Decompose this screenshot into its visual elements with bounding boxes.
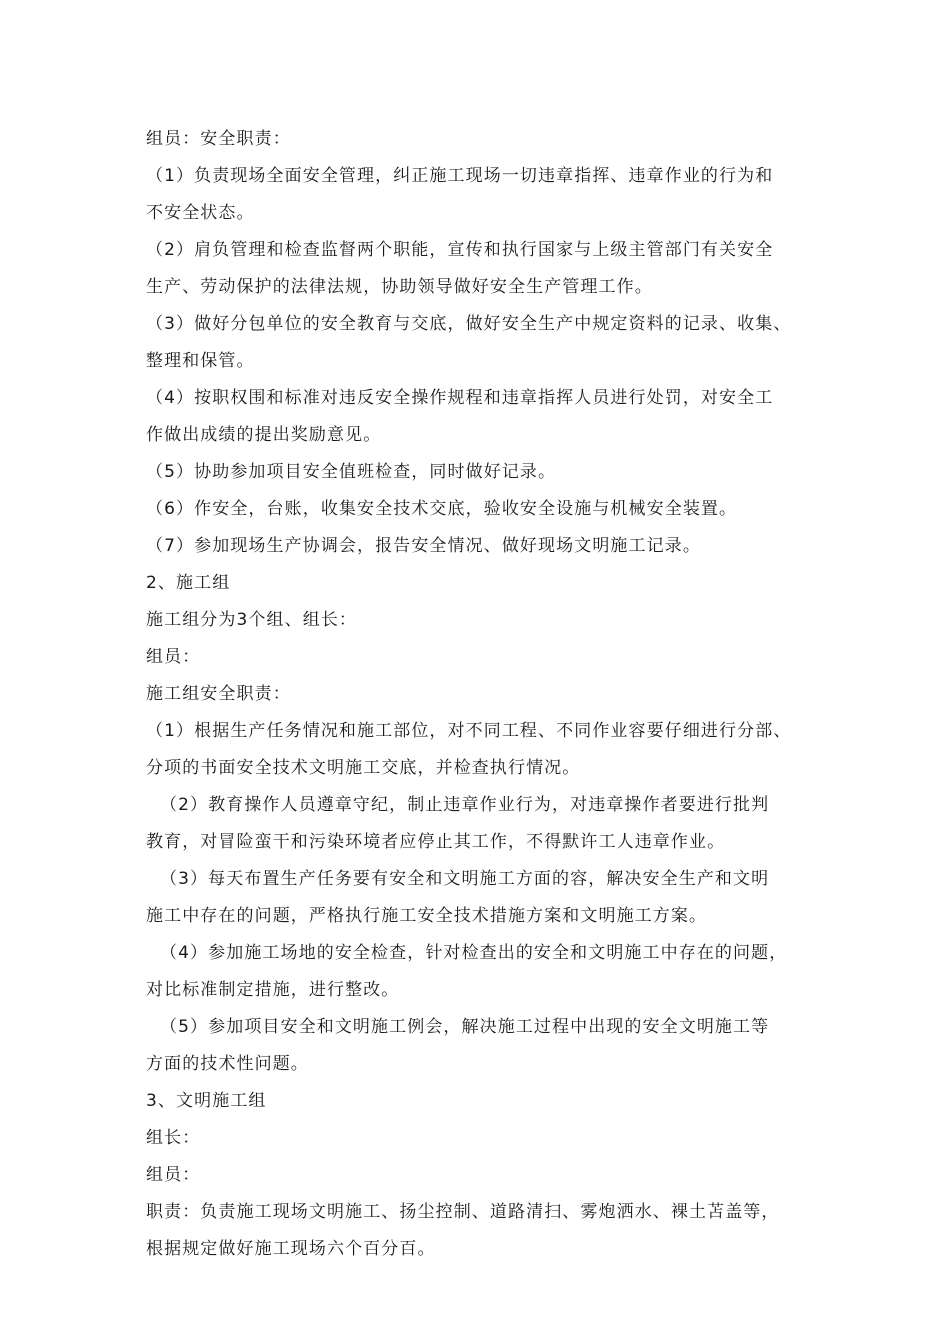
text-line: 方面的技术性问题。 xyxy=(146,1054,309,1074)
text-line: （2）肩负管理和检查监督两个职能，宣传和执行国家与上级主管部门有关安全 xyxy=(146,240,774,260)
text-line: 不安全状态。 xyxy=(146,203,255,223)
text-line: 分项的书面安全技术文明施工交底，并检查执行情况。 xyxy=(146,758,581,778)
text-line: （4）参加施工场地的安全检查，针对检查出的安全和文明施工中存在的问题， xyxy=(160,943,788,963)
text-line: 组长： xyxy=(146,1128,201,1148)
text-line: 对比标准制定措施，进行整改。 xyxy=(146,980,400,1000)
document-body xyxy=(146,121,836,1268)
text-line: 施工中存在的问题，严格执行施工安全技术措施方案和文明施工方案。 xyxy=(146,906,708,926)
text-line: （1）根据生产任务情况和施工部位，对不同工程、不同作业容要仔细进行分部、 xyxy=(146,721,792,741)
text-line: （5）协助参加项目安全值班检查，同时做好记录。 xyxy=(146,462,557,482)
text-line: （2）教育操作人员遵章守纪，制止违章作业行为，对违章操作者要进行批判 xyxy=(160,795,770,815)
text-line: （5）参加项目安全和文明施工例会，解决施工过程中出现的安全文明施工等 xyxy=(160,1017,770,1037)
text-line: 教育，对冒险蛮干和污染环境者应停止其工作，不得默许工人违章作业。 xyxy=(146,832,726,852)
text-line: 组员： xyxy=(146,647,201,667)
section-heading: 2、施工组 xyxy=(146,573,231,593)
text-line: （1）负责现场全面安全管理，纠正施工现场一切违章指挥、违章作业的行为和 xyxy=(146,166,774,186)
text-line: 作做出成绩的提出奖励意见。 xyxy=(146,425,382,445)
text-line: 组员： xyxy=(146,1165,201,1185)
text-line: 整理和保管。 xyxy=(146,351,255,371)
text-line: 根据规定做好施工现场六个百分百。 xyxy=(146,1239,436,1259)
text-line: 组员：安全职责： xyxy=(146,129,291,149)
text-line: （7）参加现场生产协调会，报告安全情况、做好现场文明施工记录。 xyxy=(146,536,701,556)
text-line: 施工组安全职责： xyxy=(146,684,291,704)
text-line: （3）做好分包单位的安全教育与交底，做好安全生产中规定资料的记录、收集、 xyxy=(146,314,792,334)
text-line: （3）每天布置生产任务要有安全和文明施工方面的容，解决安全生产和文明 xyxy=(160,869,770,889)
section-heading: 3、文明施工组 xyxy=(146,1091,267,1111)
text-line: 生产、劳动保护的法律法规，协助领导做好安全生产管理工作。 xyxy=(146,277,653,297)
text-line: 职责：负责施工现场文明施工、扬尘控制、道路清扫、雾炮洒水、裸土苫盖等， xyxy=(146,1202,780,1222)
text-line: （6）作安全，台账，收集安全技术交底，验收安全设施与机械安全装置。 xyxy=(146,499,738,519)
text-line: 施工组分为3个组、组长： xyxy=(146,610,358,630)
text-line: （4）按职权围和标准对违反安全操作规程和违章指挥人员进行处罚，对安全工 xyxy=(146,388,774,408)
